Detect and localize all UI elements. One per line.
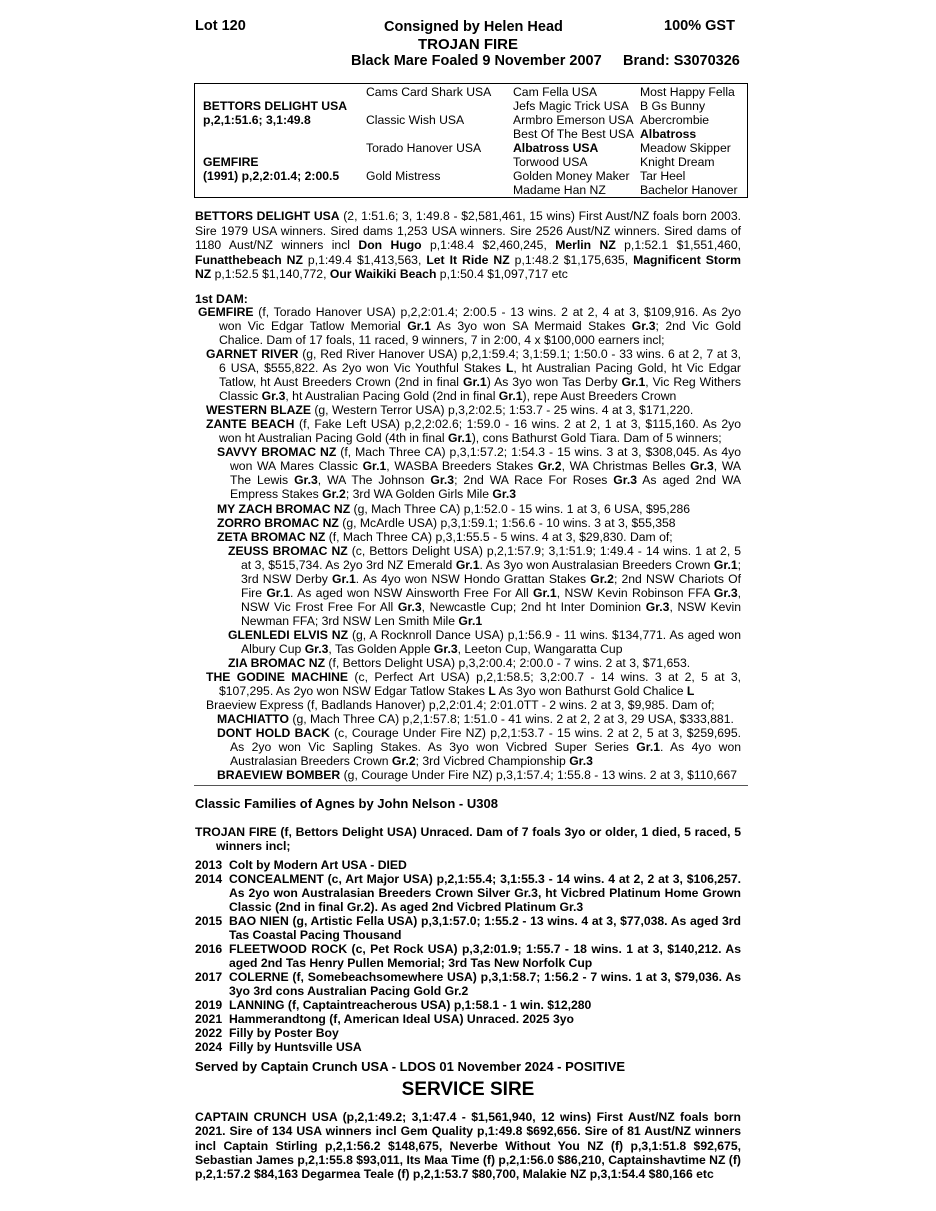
horse-description: Black Mare Foaled 9 November 2007 (351, 53, 602, 69)
section-divider (194, 785, 748, 786)
pedigree-dam-name: GEMFIRE (203, 155, 259, 169)
sire-name: BETTORS DELIGHT USA (195, 209, 340, 223)
progeny-year: 2014 (195, 872, 223, 886)
sire-paragraph: BETTORS DELIGHT USA (2, 1:51.6; 3, 1:49.8 - $2,581,461, 15 wins) First Aust/NZ foals born 2003. Sire 1979 USA winners. Sired dams 1,253 USA winners. Sire 2526 Aust/NZ winners. Sired dams of 1180 Aust/NZ winners incl Don Hugo p,1:48.4 $2,460,245, Merlin NZ p,1:52.1 $1,551,460, Funatthebeach NZ p,1:49.4 $1,413,563, Let It Ride NZ p,1:48.2 $1,175,635, Magnificent Storm NZ p,1:52.5 $1,140,772, Our Waikiki Beach p,1:50.4 $1,097,717 etc (195, 209, 742, 282)
dam-entry-my-zach-bromac: MY ZACH BROMAC NZ (g, Mach Three CA) p,1:52.0 - 15 wins. 1 at 3, 6 USA, $95,286 (217, 502, 691, 516)
progeny-year: 2015 (195, 914, 223, 928)
service-sire-heading: SERVICE SIRE (401, 1079, 535, 1100)
progeny-year: 2016 (195, 942, 223, 956)
progeny-year: 2022 (195, 1026, 223, 1040)
progeny-year: 2024 (195, 1040, 223, 1054)
pedigree-gen4: Tar Heel (640, 169, 686, 183)
horse-name: TROJAN FIRE (417, 36, 518, 53)
dam-entry-dont-hold-back: DONT HOLD BACK (c, Courage Under Fire NZ) p,2,1:53.7 - 15 wins. 2 at 2, 5 at 3, $259,695. As 2yo won Vic Sapling Stakes. As 3yo won Vicbred Super Series Gr.1. As 4yo won Australasian Breeders Crown Gr.2; 3rd Vicbred Championship Gr.3 (217, 726, 741, 769)
pedigree-sire-name: BETTORS DELIGHT USA (203, 99, 348, 113)
pedigree-table (194, 83, 748, 198)
progeny-text: Hammerandtong (f, American Ideal USA) Unraced. 2025 3yo (229, 1012, 574, 1026)
classic-families-heading: Classic Families of Agnes by John Nelson - U308 (195, 796, 498, 811)
dam-entry-zeuss-bromac: ZEUSS BROMAC NZ (c, Bettors Delight USA) p,2,1:57.9; 3,1:51.9; 1:49.4 - 14 wins. 1 at 2, 5 at 3, $515,734. As 2yo 3rd NZ Emerald Gr.1. As 3yo won Australasian Breeders Crown Gr.1; 3rd NSW Derby Gr.1. As 4yo won NSW Hondo Grattan Stakes Gr.2; 2nd NSW Chariots Of Fire Gr.1. As aged won NSW Ainsworth Free For All Gr.1, NSW Kevin Robinson FFA Gr.3, NSW Vic Frost Free For All Gr.3, Newcastle Cup; 2nd ht Inter Dominion Gr.3, NSW Kevin Newman FFA; 3rd NSW Len Smith Mile Gr.1 (228, 544, 741, 629)
dam-entry-the-godine-machine: THE GODINE MACHINE (c, Perfect Art USA) p,2,1:58.5; 3,2:00.7 - 14 wins. 3 at 2, 5 at 3, $107,295. As 2yo won NSW Edgar Tatlow Stakes L As 3yo won Bathurst Gold Chalice L (206, 670, 741, 699)
pedigree-sire-record: p,2,1:51.6; 3,1:49.8 (203, 113, 311, 127)
progeny-text: Filly by Huntsville USA (229, 1040, 362, 1054)
service-sire-paragraph: CAPTAIN CRUNCH USA (p,2,1:49.2; 3,1:47.4 - $1,561,940, 12 wins) First Aust/NZ foals born 2021. Sire of 134 USA winners incl Gem Quality p,1:49.8 $692,656. Sire of 81 Aust/NZ winners incl Captain Stirling p,2,1:56.2 $148,675, Neverbe Without You NZ (f) p,3,1:51.8 $92,675, Sebastian James p,2,1:55.8 $93,011, Its Maa Time (f) p,2,1:56.0 $86,210, Captainshavtime NZ (f) p,2,1:57.2 $84,163 Degarmea Teale (f) p,2,1:53.7 $80,700, Malakie NZ p,3,1:54.4 $80,166 etc (195, 1110, 741, 1182)
pedigree-gen2: Torado Hanover USA (366, 141, 482, 155)
dam-entry-braeview-bomber: BRAEVIEW BOMBER (g, Courage Under Fire NZ) p,3,1:57.4; 1:55.8 - 13 wins. 2 at 3, $110,667 (217, 768, 737, 782)
dam-entry-machiatto: MACHIATTO (g, Mach Three CA) p,2,1:57.8; 1:51.0 - 41 wins. 2 at 2, 2 at 3, 29 USA, $333,881. (217, 712, 734, 726)
progeny-text: COLERNE (f, Somebeachsomewhere USA) p,3,1:58.7; 1:56.2 - 7 wins. 1 at 3, $79,036. As 3yo 3rd cons Australian Pacing Gold Gr.2 (229, 970, 741, 999)
pedigree-gen3: Madame Han NZ (513, 183, 606, 197)
dam-entry-savvy-bromac: SAVVY BROMAC NZ (f, Mach Three CA) p,3,1:57.2; 1:54.3 - 15 wins. 3 at 3, $308,045. As 4yo won WA Mares Classic Gr.1, WASBA Breeders Stakes Gr.2, WA Christmas Belles Gr.3, WA The Lewis Gr.3, WA The Johnson Gr.3; 2nd WA Race For Roses Gr.3 As aged 2nd WA Empress Stakes Gr.2; 3rd WA Golden Girls Mile Gr.3 (217, 445, 742, 502)
first-dam-heading: 1st DAM: (195, 292, 248, 306)
progeny-year: 2021 (195, 1012, 223, 1026)
dam-entry-zante-beach: ZANTE BEACH (f, Fake Left USA) p,2,2:02.6; 1:59.0 - 16 wins. 2 at 2, 1 at 3, $115,160. As 2yo won ht Australian Pacing Gold (4th in final Gr.1), cons Bathurst Gold Tiara. Dam of 5 winners; (206, 417, 742, 446)
dam-entry-zorro-bromac: ZORRO BROMAC NZ (g, McArdle USA) p,3,1:59.1; 1:56.6 - 10 wins. 3 at 3, $55,358 (217, 516, 676, 530)
pedigree-gen4: Knight Dream (640, 155, 715, 169)
pedigree-dam-record: (1991) p,2,2:01.4; 2:00.5 (203, 169, 340, 183)
dam-entry-zeta-bromac: ZETA BROMAC NZ (f, Mach Three CA) p,3,1:55.5 - 5 wins. 4 at 3, $29,830. Dam of; (217, 530, 673, 544)
pedigree-gen2: Cams Card Shark USA (366, 85, 492, 99)
pedigree-gen4: B Gs Bunny (640, 99, 706, 113)
progeny-text: LANNING (f, Captaintreacherous USA) p,1:58.1 - 1 win. $12,280 (229, 998, 592, 1012)
pedigree-gen3: Albatross USA (513, 141, 599, 155)
pedigree-gen3: Cam Fella USA (513, 85, 597, 99)
pedigree-gen2: Gold Mistress (366, 169, 441, 183)
progeny-text: BAO NIEN (g, Artistic Fella USA) p,3,1:57.0; 1:55.2 - 13 wins. 4 at 3, $77,038. As aged 3rd Tas Coastal Pacing Thousand (229, 914, 741, 943)
dam-entry-gemfire: GEMFIRE (f, Torado Hanover USA) p,2,2:01.4; 2:00.5 - 13 wins. 2 at 2, 4 at 3, $109,916. As 2yo won Vic Edgar Tatlow Memorial Gr.1 As 3yo won SA Mermaid Stakes Gr.3; 2nd Vic Gold Chalice. Dam of 17 foals, 11 raced, 9 winners, 7 in 2:00, 4 x $100,000 earners incl; (198, 305, 741, 348)
progeny-text: FLEETWOOD ROCK (c, Pet Rock USA) p,3,2:01.9; 1:55.7 - 18 wins. 1 at 3, $140,212. As aged 2nd Tas Henry Pullen Memorial; 3rd Tas New Norfolk Cup (229, 942, 741, 971)
pedigree-gen3: Jefs Magic Trick USA (513, 99, 629, 113)
progeny-year: 2019 (195, 998, 223, 1012)
pedigree-gen4: Abercrombie (640, 113, 710, 127)
pedigree-gen2: Classic Wish USA (366, 113, 465, 127)
pedigree-gen4: Most Happy Fella (640, 85, 735, 99)
served-by-line: Served by Captain Crunch USA - LDOS 01 November 2024 - POSITIVE (195, 1059, 626, 1074)
progeny-list (195, 858, 741, 1054)
dam-entry-garnet-river: GARNET RIVER (g, Red River Hanover USA) p,2,1:59.4; 3,1:59.1; 1:50.0 - 33 wins. 6 at 2, 7 at 3, 6 USA, $555,822. As 2yo won Vic Youthful Stakes L, ht Australian Pacing Gold, ht Vic Edgar Tatlow, ht Aust Breeders Crown (2nd in final Gr.1) As 3yo won Tas Derby Gr.1, Vic Reg Withers Classic Gr.3, ht Australian Pacing Gold (2nd in final Gr.1), repe Aust Breeders Crown (206, 347, 742, 404)
progeny-year: 2013 (195, 858, 223, 872)
lot-number: Lot 120 (195, 18, 246, 34)
pedigree-gen3: Torwood USA (513, 155, 588, 169)
progeny-text: CONCEALMENT (c, Art Major USA) p,2,1:55.4; 3,1:55.3 - 14 wins. 4 at 2, 2 at 3, $106,257. As 2yo won Australasian Breeders Crown Silver Gr.3, ht Vicbred Platinum Home Grown Classic (2nd in final Gr.2). As aged 2nd Vicbred Platinum Gr.3 (229, 872, 741, 915)
progeny-intro: TROJAN FIRE (f, Bettors Delight USA) Unraced. Dam of 7 foals 3yo or older, 1 died, 5 raced, 5 winners incl; (195, 825, 741, 854)
progeny-text: Colt by Modern Art USA - DIED (229, 858, 407, 872)
gst-label: 100% GST (664, 18, 735, 34)
progeny-text: Filly by Poster Boy (229, 1026, 339, 1040)
pedigree-gen4: Albatross (640, 127, 697, 141)
dam-entry-glenledi-elvis: GLENLEDI ELVIS NZ (g, A Rocknroll Dance USA) p,1:56.9 - 11 wins. $134,771. As aged won Albury Cup Gr.3, Tas Golden Apple Gr.3, Leeton Cup, Wangaratta Cup (228, 628, 741, 657)
pedigree-gen3: Best Of The Best USA (513, 127, 635, 141)
pedigree-gen4: Bachelor Hanover (640, 183, 738, 197)
dam-entry-zia-bromac: ZIA BROMAC NZ (f, Bettors Delight USA) p,3,2:00.4; 2:00.0 - 7 wins. 2 at 3, $71,653. (228, 656, 691, 670)
consignor: Consigned by Helen Head (384, 19, 563, 35)
dam-entry-braeview-express: Braeview Express (f, Badlands Hanover) p,2,2:01.4; 2:01.0TT - 2 wins. 2 at 3, $9,985. Dam of; (206, 698, 715, 712)
pedigree-gen3: Golden Money Maker (513, 169, 630, 183)
pedigree-gen3: Armbro Emerson USA (513, 113, 634, 127)
pedigree-gen4: Meadow Skipper (640, 141, 731, 155)
dam-entry-western-blaze: WESTERN BLAZE (g, Western Terror USA) p,3,2:02.5; 1:53.7 - 25 wins. 4 at 3, $171,220. (206, 403, 694, 417)
progeny-year: 2017 (195, 970, 223, 984)
brand: Brand: S3070326 (623, 53, 740, 69)
